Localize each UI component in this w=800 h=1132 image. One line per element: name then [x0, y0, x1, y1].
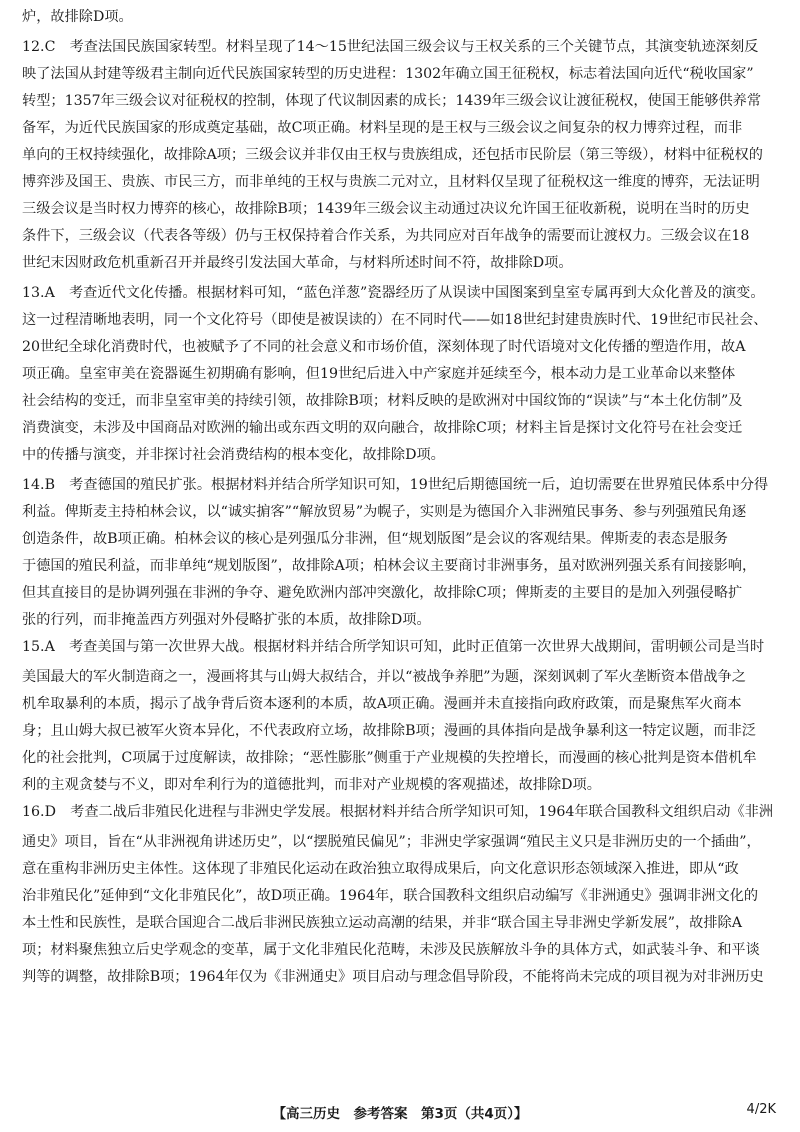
text-line: 映了法国从封建等级君主制向近代民族国家转型的历史进程：1302年确立国王征税权，标志着法国向近代“税收国家” — [22, 66, 754, 82]
text-line: 治非殖民化”延伸到“文化非殖民化”，故D项正确。1964年，联合国教科文组织启动编写《非洲通史》强调非洲文化的 — [22, 888, 759, 904]
text-line: 利的主观贪婪与不义，即对牟利行为的道德批判，而非对产业规模的客观描述，故排除D项。 — [22, 777, 601, 793]
question-14-line: 14.B 考查德国的殖民扩张。根据材料并结合所学知识可知，19世纪后期德国统一后，迫切需要在世界殖民体系中分得 — [22, 477, 769, 493]
question-13-line: 13.A 考查近代文化传播。根据材料可知，“蓝色洋葱”瓷器经历了从误读中国图案到皇室专属再到大众化普及的演变。 — [22, 285, 765, 301]
text-line: 16.D 考查二战后非殖民化进程与非洲史学发展。根据材料并结合所学知识可知，1964年联合国教科文组织启动《非洲 — [22, 804, 774, 820]
text-line: 化的社会批判，C项属于过度解读，故排除；“恶性膨胀”侧重于产业规模的失控增长，而漫画的核心批判是资本借机牟 — [22, 750, 757, 766]
text-line: 消费演变，未涉及中国商品对欧洲的输出或东西文明的双向融合，故排除C项；材料主旨是探讨文化符号在社会变迁 — [22, 420, 743, 436]
text-line: 于德国的殖民利益，而非单纯“规划版图”，故排除A项；柏林会议主要商讨非洲事务，虽对欧洲列强关系有间接影响， — [22, 558, 757, 574]
text-line: 世纪末因财政危机重新召开并最终引发法国大革命，与材料所述时间不符，故排除D项。 — [22, 255, 573, 271]
text-line: 三级会议是当时权力博弈的核心，故排除B项；1439年三级会议主动通过决议允许国王征收新税，说明在当时的历史 — [22, 201, 750, 217]
text-line: 备军，为近代民族国家的形成奠定基础，故C项正确。材料呈现的是王权与三级会议之间复杂的权力博弈过程，而非 — [22, 120, 743, 136]
text-line: 利益。俾斯麦主持柏林会议，以“诚实掮客”“解放贸易”为幌子，实则是为德国介入非洲殖民事务、参与列强殖民角逐 — [22, 504, 747, 520]
text-line: 这一过程清晰地表明，同一个文化符号（即使是被误读的）在不同时代——如18世纪封建贵族时代、19世纪市民社会、 — [22, 312, 768, 328]
text-line: 但其直接目的是协调列强在非洲的争夺、避免欧洲内部冲突激化，故排除C项；俾斯麦的主要目的是加入列强侵略扩 — [22, 585, 743, 601]
text-line — [22, 991, 782, 1018]
text-line: 身；且山姆大叔已被军火资本异化，不代表政府立场，故排除B项；漫画的具体指向是战争暴利这一特定议题，而非泛 — [22, 723, 756, 739]
text-line: 博弈涉及国王、贵族、市民三方，而非单纯的王权与贵族二元对立，且材料仅呈现了征税权这一维度的博弈，无法证明 — [22, 174, 760, 190]
question-15-line: 美国最大的军火制造商之一，漫画将其与山姆大叔结合，并以“被战争养肥”为题，深刻讽刺了军火垄断资本借战争之 — [22, 669, 746, 685]
text-line: 转型；1357年三级会议对征税权的控制，体现了代议制因素的成长；1439年三级会议让渡征税权，使国王能够供养常 — [22, 93, 762, 109]
text-line: 机牟取暴利的本质，揭示了战争背后资本逐利的本质，故A项正确。漫画并未直接指向政府政策，而是聚焦军火商本 — [22, 696, 742, 712]
text-line: 炉，故排除D项。 — [22, 9, 133, 25]
text-line: 社会结构的变迁，而非皇室审美的持续引领，故排除B项；材料反映的是欧洲对中国纹饰的“误读”与“本土化仿制”及 — [22, 393, 743, 409]
text-line: 20世纪全球化消费时代，也被赋予了不同的社会意义和市场价值，深刻体现了时代语境对文化传播的塑造作用，故A — [22, 339, 746, 355]
text-line: 张的行列，而非掩盖西方列强对外侵略扩张的本质，故排除D项。 — [22, 612, 431, 628]
text-line: 意在重构非洲历史主体性。这体现了非殖民化运动在政治独立取得成果后，向文化意识形态领域深入推进，即从“政 — [22, 861, 739, 877]
footer-title: 【高三历史 参考答案 第3页（共4页）】 — [272, 1106, 528, 1122]
answer-text-body — [22, 4, 782, 1018]
page-footer — [0, 1102, 800, 1126]
text-line: 15.A 考查美国与第一次世界大战。根据材料并结合所学知识可知，此时正值第一次世界大战期间，雷明顿公司是当时 — [22, 639, 765, 655]
question-12-line: 12.C 考查法国民族国家转型。材料呈现了14～15世纪法国三级会议与王权关系的三个关键节点，其演变轨迹深刻反 — [22, 39, 759, 55]
text-line: 创造条件，故B项正确。柏林会议的核心是列强瓜分非洲，但“规划版图”是会议的客观结果。俾斯麦的表态是服务 — [22, 531, 728, 547]
text-line: 项；材料聚焦独立后史学观念的变革，属于文化非殖民化范畴，未涉及民族解放斗争的具体方式，如武装斗争、和平谈 — [22, 942, 760, 958]
text-line: 本土性和民族性，是联合国迎合二战后非洲民族独立运动高潮的结果，并非“联合国主导非洲史学新发展”，故排除A — [22, 915, 742, 931]
question-16-line: 通史》项目，旨在“从非洲视角讲述历史”，以“摆脱殖民偏见”；非洲史学家强调“殖民主义只是非洲历史的一个插曲”， — [22, 834, 761, 850]
text-line: 项正确。皇室审美在瓷器诞生初期确有影响，但19世纪后进入中产家庭并延续至今，根本动力是工业革命以来整体 — [22, 366, 736, 382]
text-line: 单向的王权持续强化，故排除A项；三级会议并非仅由王权与贵族组成，还包括市民阶层（第三等级），材料中征税权的 — [22, 147, 763, 163]
text-line: 中的传播与演变，并非探讨社会消费结构的根本变化，故排除D项。 — [22, 447, 445, 463]
text-line: 判等的调整，故排除B项；1964年仅为《非洲通史》项目启动与理念倡导阶段，不能将尚未完成的项目视为对非洲历史 — [22, 969, 764, 985]
footer-code: 4/2K — [746, 1102, 776, 1117]
text-line: 条件下，三级会议（代表各等级）仍与王权保持着合作关系，为共同应对百年战争的需要而让渡权力。三级会议在18 — [22, 228, 750, 244]
